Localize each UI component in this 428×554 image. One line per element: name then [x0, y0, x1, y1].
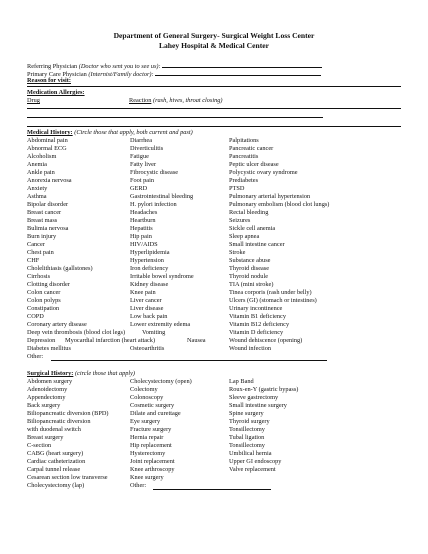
condition-option[interactable]: Iron deficiency [130, 265, 169, 272]
reaction-label-row [129, 97, 223, 105]
condition-option[interactable]: Colon cancer [27, 289, 61, 296]
condition-option[interactable]: Seizures [229, 217, 251, 224]
condition-option[interactable]: H. pylori infection [130, 201, 177, 208]
referring-physician-label: Referring Physician [27, 63, 78, 70]
condition-option[interactable]: Substance abuse [229, 257, 271, 264]
condition-option[interactable]: Pancreatic cancer [229, 145, 274, 152]
myocardial-infarction-option[interactable]: Myocardial infarction (heart attack) [65, 337, 156, 344]
hospital-title: Lahey Hospital & Medical Center [158, 41, 270, 50]
surgical-other-field[interactable] [153, 489, 271, 490]
condition-option[interactable]: Polycystic ovary syndrome [229, 169, 298, 176]
surgery-option[interactable]: Upper GI endoscopy [229, 458, 282, 465]
medical-history-heading: Medical History: [27, 129, 73, 136]
condition-option[interactable]: Pulmonary embolism (blood clot lungs) [229, 201, 330, 208]
condition-option[interactable]: Deep vein thrombosis (blood clot legs) [27, 329, 126, 336]
surgery-option[interactable]: Tonsillectomy [229, 426, 265, 433]
drug-label: Drug [27, 97, 40, 104]
surgery-option[interactable]: Tubal ligation [229, 434, 265, 441]
surgery-option[interactable]: Adenoidectomy [27, 386, 68, 393]
surgery-option[interactable]: Knee surgery [130, 474, 164, 481]
condition-option[interactable]: Colon polyps [27, 297, 61, 304]
surgical-history-header [27, 370, 135, 378]
condition-option[interactable]: Thyroid nodule [229, 273, 268, 280]
condition-option[interactable]: Vomiting [142, 329, 166, 336]
condition-option[interactable]: Thyroid disease [229, 265, 270, 272]
condition-option[interactable]: Foot pain [130, 177, 154, 184]
surgery-option[interactable]: Cosmetic surgery [130, 402, 175, 409]
surgery-option[interactable]: Cholecystectomy (open) [130, 378, 192, 385]
section-divider [27, 126, 401, 127]
surgery-option[interactable]: Small intestine surgery [229, 402, 287, 409]
condition-option[interactable]: Fatigue [130, 153, 149, 160]
condition-option[interactable]: Liver cancer [130, 297, 162, 304]
condition-option[interactable]: Wound dehiscence (opening) [229, 337, 303, 344]
condition-option[interactable]: Hypertension [130, 257, 164, 264]
surgery-option[interactable]: Fracture surgery [130, 426, 172, 433]
condition-option[interactable]: PTSD [229, 185, 245, 192]
surgery-option[interactable]: Cholecystectomy (lap) [27, 482, 85, 489]
surgery-option[interactable]: Roux-en-Y (gastric bypass) [229, 386, 299, 393]
pcp-label: Primary Care Physician [27, 71, 87, 78]
condition-option[interactable]: Knee pain [130, 289, 156, 296]
condition-option[interactable]: Sickle cell anemia [229, 225, 276, 232]
surgery-option[interactable]: Appendectomy [27, 394, 66, 401]
medical-other-field[interactable] [51, 360, 327, 361]
condition-option[interactable]: Constipation [27, 305, 60, 312]
condition-option[interactable]: Kidney disease [130, 281, 169, 288]
surgery-option[interactable]: Tonsillectomy [229, 442, 265, 449]
form-page [27, 0, 401, 554]
surgery-option[interactable]: Abdomen surgery [27, 378, 73, 385]
condition-option[interactable]: Ankle pain [27, 169, 55, 176]
surgery-option[interactable]: Biliopancreatic diversion (BPD) [27, 410, 109, 417]
reaction-label: Reaction [129, 97, 152, 104]
surgery-option[interactable]: Thyroid surgery [229, 418, 270, 425]
condition-option[interactable]: Bulimia nervosa [27, 225, 69, 232]
condition-option[interactable]: Burn injury [27, 233, 57, 240]
surgery-option[interactable]: Breast surgery [27, 434, 64, 441]
surgery-option[interactable]: Lap Band [229, 378, 254, 385]
surgical-history-column-1 [27, 378, 109, 490]
department-title: Department of General Surgery- Surgical Weight Loss Center [113, 31, 315, 40]
condition-option[interactable]: Depression [27, 337, 56, 344]
surgical-history-column-3 [229, 378, 298, 474]
surgery-option[interactable]: Back surgery [27, 402, 61, 409]
medical-history-column-3 [229, 137, 329, 353]
surgery-option[interactable]: Hysterectomy [130, 450, 166, 457]
medical-history-header [27, 129, 193, 137]
condition-option[interactable]: Low back pain [130, 313, 168, 320]
surgery-option[interactable]: Hip replacement [130, 442, 172, 449]
surgery-option[interactable]: Knee arthroscopy [130, 466, 175, 473]
surgery-option[interactable]: Sleeve gastrectomy [229, 394, 279, 401]
condition-option[interactable]: Abdominal pain [27, 137, 68, 144]
condition-option[interactable]: Diarrhea [130, 137, 153, 144]
condition-option[interactable]: Hepatitis [130, 225, 153, 232]
condition-option[interactable]: Anemia [27, 161, 47, 168]
surgery-option[interactable]: C-section [27, 442, 52, 449]
condition-option[interactable]: Cirrhosis [27, 273, 51, 280]
condition-option[interactable]: Anxiety [27, 185, 48, 192]
condition-option[interactable]: Vitamin B1 deficiency [229, 313, 286, 320]
osteoarthritis-option[interactable]: Osteoarthritis [130, 345, 165, 352]
condition-option[interactable]: Prediabetes [229, 177, 259, 184]
condition-option[interactable]: Fibrocystic disease [130, 169, 179, 176]
condition-option[interactable]: Hip pain [130, 233, 152, 240]
allergy-line-2[interactable] [27, 117, 323, 118]
reaction-note: (rash, hives, throat closing) [152, 97, 223, 104]
reason-for-visit-label: Reason for visit: [27, 77, 71, 84]
pcp-note: (Internist/Family doctor): [88, 71, 154, 78]
referring-physician-field[interactable] [162, 61, 322, 68]
condition-option[interactable]: Breast cancer [27, 209, 62, 216]
surgery-option[interactable]: Colonoscopy [130, 394, 164, 401]
condition-option[interactable]: Vitamin D deficiency [229, 329, 284, 336]
surgery-option[interactable]: Hernia repair [130, 434, 164, 441]
surgery-option[interactable]: with duodenal switch [27, 426, 81, 433]
surgical-history-column-2 [130, 378, 192, 490]
condition-option[interactable]: TIA (mini stroke) [229, 281, 274, 288]
condition-option[interactable]: Irritable bowel syndrome [130, 273, 194, 280]
surgery-option[interactable]: Umbilical hernia [229, 450, 272, 457]
pcp-field[interactable] [155, 69, 321, 76]
medical-other-label: Other: [27, 353, 44, 360]
condition-option[interactable]: Tinea corporis (rash under belly) [229, 289, 312, 296]
condition-option[interactable]: Chest pain [27, 249, 54, 256]
condition-option[interactable]: Anorexia nervosa [27, 177, 72, 184]
condition-option[interactable]: Cancer [27, 241, 45, 248]
condition-option[interactable]: Lower extremity edema [130, 321, 191, 328]
condition-option[interactable]: Sleep apnea [229, 233, 260, 240]
condition-option[interactable]: Urinary incontinence [229, 305, 283, 312]
condition-option[interactable]: Diabetes mellitus [27, 345, 71, 352]
surgery-option[interactable]: Cesarean section low transverse [27, 474, 108, 481]
condition-option[interactable]: Asthma [27, 193, 47, 200]
condition-option[interactable]: Palpitations [229, 137, 259, 144]
surgery-option[interactable]: Spine surgery [229, 410, 264, 417]
condition-option[interactable]: Pulmonary arterial hypertension [229, 193, 311, 200]
surgery-option[interactable]: Cardiac catheterization [27, 458, 86, 465]
allergy-line-1[interactable] [27, 108, 401, 109]
surgery-option[interactable]: Eye surgery [130, 418, 161, 425]
condition-option[interactable]: GERD [130, 185, 148, 192]
medical-history-column-1 [27, 137, 125, 361]
condition-option[interactable]: Clotting disorder [27, 281, 70, 288]
condition-option[interactable]: Headaches [130, 209, 158, 216]
condition-option[interactable]: Pancreatitis [229, 153, 259, 160]
referring-physician-note: (Doctor who sent you to see us): [78, 63, 161, 70]
surgery-option[interactable]: CABG (heart surgery) [27, 450, 84, 457]
condition-option[interactable]: CHF [27, 257, 40, 264]
condition-option[interactable]: Cholelithiasis (gallstones) [27, 265, 93, 272]
condition-option[interactable]: Hyperlipidemia [130, 249, 170, 256]
reason-for-visit-field[interactable] [27, 86, 401, 87]
condition-option[interactable]: Abnormal ECG [27, 145, 67, 152]
condition-option[interactable]: HIV/AIDS [130, 241, 158, 248]
surgery-option[interactable]: Dilate and curettage [130, 410, 181, 417]
condition-option[interactable]: COPD [27, 313, 44, 320]
condition-option[interactable]: Diverticulitis [130, 145, 164, 152]
surgical-history-instruction: (circle those that apply) [74, 370, 136, 377]
condition-option[interactable]: Peptic ulcer disease [229, 161, 279, 168]
surgery-option[interactable]: Carpal tunnel release [27, 466, 81, 473]
surgery-option[interactable]: Valve replacement [229, 466, 276, 473]
surgery-option[interactable]: Biliopancreatic diversion [27, 418, 91, 425]
surgery-option[interactable]: Colectomy [130, 386, 158, 393]
condition-option[interactable]: Ulcers (GI) (stomach or intestines) [229, 297, 317, 304]
medical-history-instruction: (Circle those that apply, both current and past) [74, 129, 193, 136]
condition-option[interactable]: Breast mass [27, 217, 58, 224]
condition-option[interactable]: Heartburn [130, 217, 156, 224]
condition-option[interactable]: Gastrointestinal bleeding [130, 193, 194, 200]
surgical-other-label: Other: [130, 482, 147, 489]
surgical-history-heading: Surgical History: [27, 370, 74, 377]
condition-option[interactable]: Coronary artery disease [27, 321, 87, 328]
condition-option[interactable]: Fatty liver [130, 161, 157, 168]
pcp-row [27, 69, 321, 79]
condition-option[interactable]: Stroke [229, 249, 246, 256]
surgery-option[interactable]: Joint replacement [130, 458, 175, 465]
nausea-option[interactable]: Nausea [187, 337, 206, 344]
medical-history-column-2 [130, 137, 194, 337]
condition-option[interactable]: Alcoholism [27, 153, 57, 160]
condition-option[interactable]: Vitamin B12 deficiency [229, 321, 290, 328]
condition-option[interactable]: Liver disease [130, 305, 164, 312]
allergies-heading: Medication Allergies: [27, 89, 85, 96]
condition-option[interactable]: Bipolar disorder [27, 201, 69, 208]
condition-option[interactable]: Wound infection [229, 345, 271, 352]
condition-option[interactable]: Small intestine cancer [229, 241, 285, 248]
condition-option[interactable]: Rectal bleeding [229, 209, 269, 216]
